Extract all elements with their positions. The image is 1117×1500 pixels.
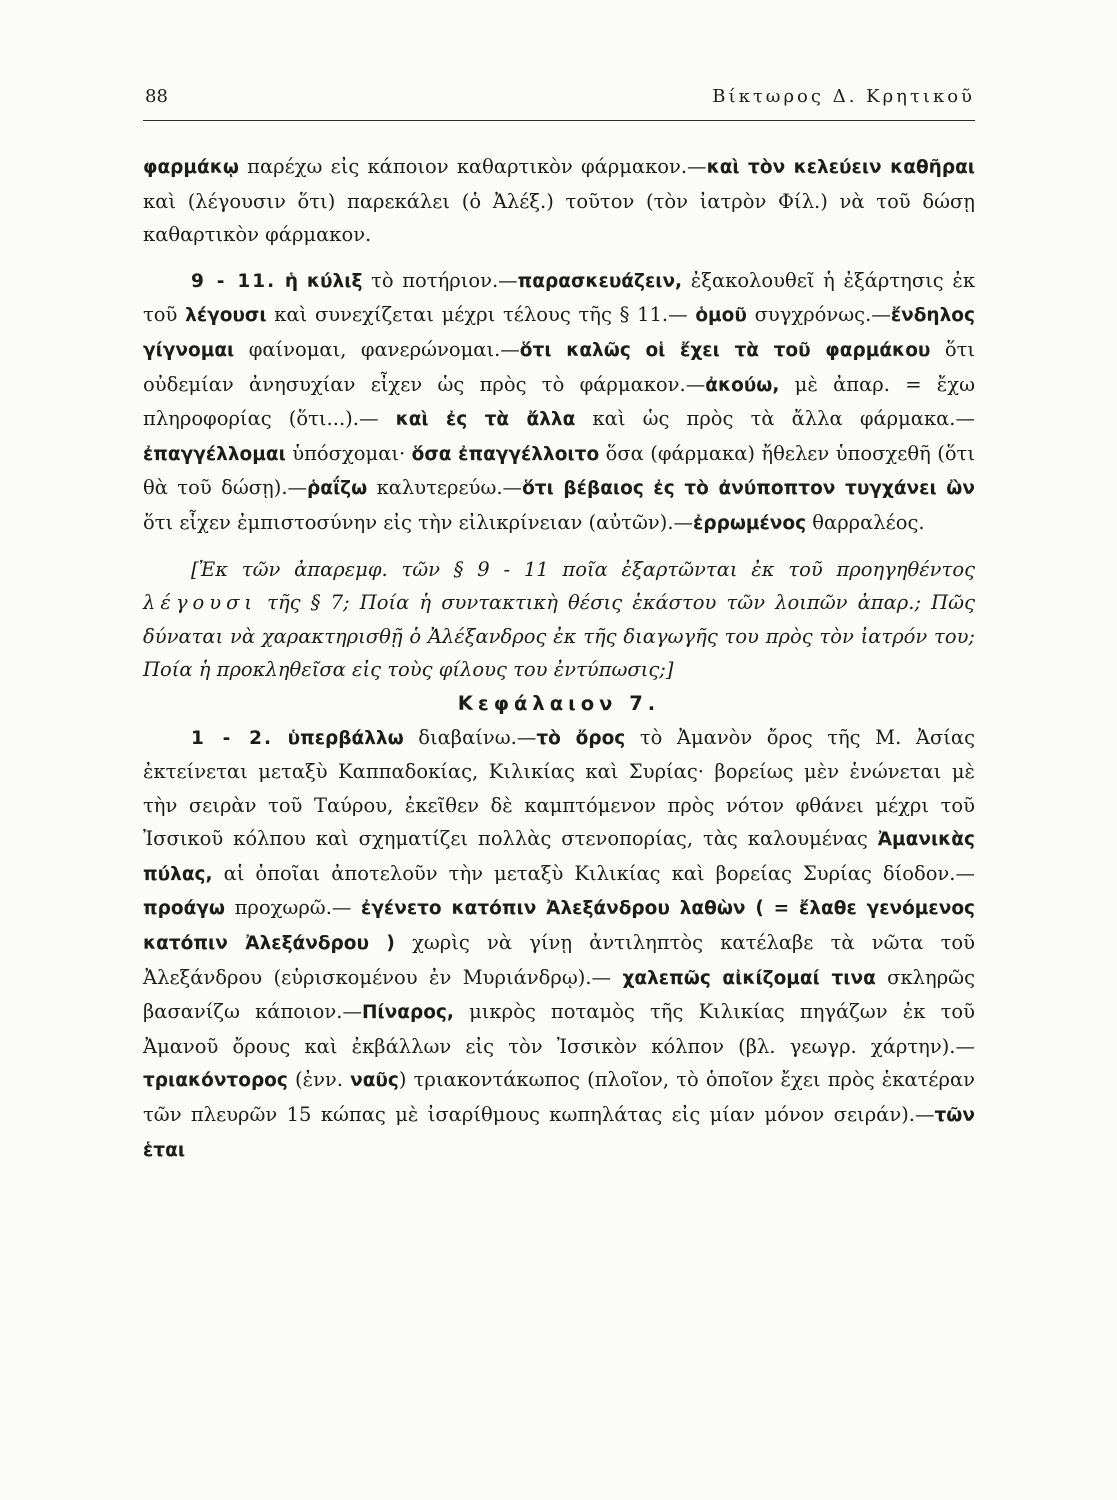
term: τὸ ὄρος [536,727,626,749]
term: Ἀμανικὰς πύλας, [143,829,975,885]
text: διαβαίνω.— [403,725,537,749]
text: τὸ ποτήριον.— [362,268,518,292]
text: χωρὶς νὰ γίνῃ ἀντιληπτὸς κατέλαβε τὰ νῶτα τοῦ Ἀλεξάνδρου (εὑρισκομένου ἐν Μυριάνδρῳ).— [143,931,976,989]
text: ὅτι εἶχεν ἐμπιστοσύνην εἰς τὴν εἰλικρίνειαν (αὐτῶν).— [143,510,694,534]
text: μικρὸς ποταμὸς τῆς Κιλικίας πηγάζων ἐκ τοῦ Ἀμανοῦ ὄρους καὶ ἐκβάλλων εἰς τὸν Ἰσσικὸν κόλπον (βλ. γεωγρ. χάρτην).— [143,1000,975,1058]
text: αἱ ὁποῖαι ἀποτελοῦν τὴν μεταξὺ Κιλικίας καὶ βορείας Συρίας δίοδον.— [212,861,975,885]
text: καὶ συνεχίζεται μέχρι τέλους τῆς § 11.— [266,303,696,327]
question-paragraph [143,553,975,687]
text: ὅτι οὐδεμίαν ἀνησυχίαν εἶχεν ὡς πρὸς τὸ φάρμακον.— [143,337,976,396]
term: ἔνδηλος γίγνομαι [143,305,975,361]
text: [Ἐκ τῶν ἀπαρεμφ. τῶν § 9 - 11 ποῖα ἐξαρτῶνται ἐκ τοῦ προηγηθέντος [191,557,975,581]
term: ὅσα ἐπαγγέλλοιτο [411,443,600,465]
term: χαλεπῶς αἰκίζομαί τινα [622,967,876,989]
section-number: 1 - 2. [191,727,274,749]
text: ὅσα (φάρμακα) ἤθελεν ὑποσχεθῆ (ὅτι θὰ τοῦ δώσῃ).— [143,441,975,500]
term: ἐρρωμένος [693,512,807,534]
text: συγχρόνως.— [746,303,891,327]
paragraph-1 [143,150,975,252]
term: ῥαΐζω [307,478,368,500]
term: τριακόντορος [143,1070,288,1092]
header-rule [143,120,975,121]
text: ἐξακολουθεῖ ἡ ἐξάρτησις ἐκ τοῦ [143,268,976,327]
chapter-heading: Κεφάλαιον 7. [457,691,661,715]
term: ὅτι βέβαιος ἐς τὸ ἀνύποπτον τυγχάνει ὢν [522,478,975,500]
text: μὲ ἀπαρ. = ἔχω πληροφορίας (ὅτι...).— [143,372,975,431]
text: ὑπόσχομαι· [285,441,412,465]
term: ὁμοῦ [695,305,747,327]
term: καὶ τὸν κελεύειν καθῆραι [706,157,975,178]
term: Πίναρος, [361,1002,454,1024]
term: ἀκούω, [705,374,780,396]
text: καλυτερεύω.— [367,476,523,500]
term: τῶν ἑται [143,1105,975,1161]
text: σκληρῶς βασανίζω κάποιον.— [143,965,976,1024]
term: ναῦς [350,1070,399,1092]
text: ) τριακοντάκωπος (πλοῖον, τὸ ὁποῖον ἔχει πρὸς ἑκατέραν τῶν πλευρῶν 15 κώπας μὲ ἰσαρίθμους κωπηλάτας εἰς μίαν μόνον σειράν).— [143,1068,975,1127]
running-head: Βίκτωρος Δ. Κρητικοῦ [712,86,975,107]
term: ἐγένετο κατόπιν Ἀλεξάνδρου λαθὼν ( = ἔλαθε γενόμενος κατόπιν Ἀλεξάνδρου ) [143,898,975,955]
text: τὸ Ἀμανὸν ὄρος τῆς Μ. Ἀσίας ἐκτείνεται μεταξὺ Καππαδοκίας, Κιλικίας καὶ Συρίας· βορείως μὲν ἑνώνεται μὲ τὴν σειρὰν τοῦ Ταύρου, ἐκεῖθεν δὲ καμπτόμενον πρὸς νότον φθάνει μέχρι τοῦ Ἰσσικοῦ κόλπου καὶ σχηματίζει πολλὰς στενοπορίας, τὰς καλουμένας [143,725,975,851]
text: καὶ ὡς πρὸς τὰ ἄλλα φάρμακα.— [575,407,976,431]
term: καὶ ἐς τὰ ἄλλα [395,409,576,431]
text: παρέχω εἰς κάποιον καθαρτικὸν φάρμακον.— [238,155,707,178]
term: προάγω [143,898,225,920]
term: ἐπαγγέλλομαι [143,443,286,465]
term: ὅτι καλῶς οἱ ἔχει τὰ τοῦ φαρμάκου [519,339,931,361]
term: λέγουσι [185,305,267,327]
paragraph-2 [143,264,975,541]
text: (ἐνν. [287,1068,351,1092]
term: παρασκευάζειν, [517,270,683,292]
text: θαρραλέος. [806,510,925,534]
term: ἡ κύλιξ [284,270,363,292]
spaced-word: λέγουσι [143,591,258,615]
section-number: 9 - 11. [191,270,277,292]
page-header [143,86,975,112]
text: καὶ (λέγουσιν ὅτι) παρεκάλει (ὁ Ἀλέξ.) τοῦτον (τὸν ἰατρὸν Φίλ.) νὰ τοῦ δώσῃ καθαρτικὸν φάρμακον. [143,189,975,247]
term: φαρμάκῳ [143,157,239,178]
paragraph-4 [143,721,975,1168]
text: φαίνομαι, φανερώνομαι.— [234,337,520,361]
text: τῆς § 7; Ποία ἡ συντακτικὴ θέσις ἑκάστου τῶν λοιπῶν ἀπαρ.; Πῶς δύναται νὰ χαρακτηρισθῇ ὁ Ἀλέξανδρος ἐκ τῆς διαγωγῆς του πρὸς τὸν ἰατρόν του; Ποία ἡ προκληθεῖσα εἰς τοὺς φίλους του ἐντύπωσις;] [143,591,975,682]
page-body [143,150,975,1167]
page-number: 88 [145,86,168,107]
text: προχωρῶ.— [224,896,362,920]
term: ὑπερβάλλω [287,727,404,749]
